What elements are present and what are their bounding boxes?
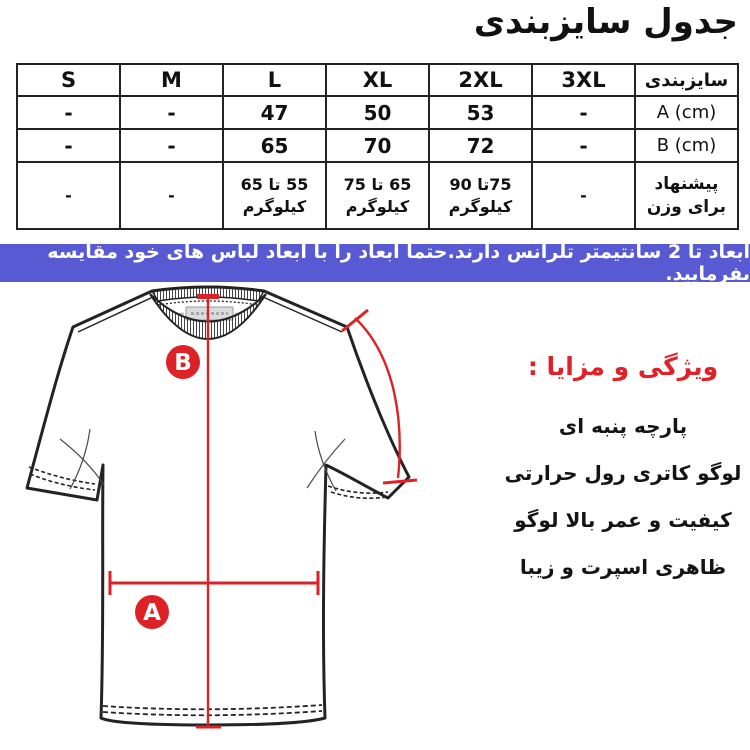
size-cell: 72: [429, 129, 532, 162]
measure-label-cell: پیشنهاد برای وزن: [635, 162, 738, 229]
marker-b-letter: B: [174, 350, 192, 376]
size-column-header: L: [223, 64, 326, 96]
size-cell: -: [532, 96, 635, 129]
size-table: [16, 63, 739, 230]
feature-item: پارچه پنبه ای: [558, 414, 688, 438]
table-row-weight: [17, 162, 738, 229]
measure-label-cell: A (cm): [635, 96, 738, 129]
size-cell: -: [532, 129, 635, 162]
size-cell: -: [120, 96, 223, 129]
tshirt-diagram: [0, 281, 510, 750]
table-row-a: [17, 96, 738, 129]
size-cell: 55 تا 65 کیلوگرم: [223, 162, 326, 229]
features-heading: ویژگی و مزایا :: [527, 352, 719, 381]
measure-label-cell: B (cm): [635, 129, 738, 162]
feature-item: کیفیت و عمر بالا لوگو: [514, 508, 732, 532]
size-cell: 65 تا 75 کیلوگرم: [326, 162, 429, 229]
marker-b: [166, 345, 200, 379]
size-column-header: M: [120, 64, 223, 96]
tshirt-outline: [27, 287, 409, 725]
size-cell: 50: [326, 96, 429, 129]
page-title: جدول سایزبندی: [473, 2, 738, 42]
size-column-header: 3XL: [532, 64, 635, 96]
size-cell: -: [17, 96, 120, 129]
sizing-label-header: سایزبندی: [635, 64, 738, 96]
marker-a: [135, 595, 169, 629]
size-cell: -: [17, 129, 120, 162]
feature-item: ظاهری اسپرت و زیبا: [519, 555, 727, 579]
size-cell: 53: [429, 96, 532, 129]
feature-item: لوگو کاتری رول حرارتی: [504, 461, 742, 485]
size-cell: 65: [223, 129, 326, 162]
table-row-b: [17, 129, 738, 162]
size-cell: -: [120, 129, 223, 162]
size-cell: 75تا 90 کیلوگرم: [429, 162, 532, 229]
size-column-header: 2XL: [429, 64, 532, 96]
size-column-header: S: [17, 64, 120, 96]
size-cell: -: [120, 162, 223, 229]
size-cell: -: [532, 162, 635, 229]
size-cell: 47: [223, 96, 326, 129]
size-cell: -: [17, 162, 120, 229]
size-column-header: XL: [326, 64, 429, 96]
marker-a-letter: A: [143, 600, 161, 626]
tolerance-notice-banner: ابعاد تا 2 سانتیمتر تلرانس دارند.حتما ابعاد را با ابعاد لباس های خود مقایسه بفرمایید.: [0, 244, 750, 282]
features-panel: [498, 352, 748, 602]
size-cell: 70: [326, 129, 429, 162]
size-table-header-row: [17, 64, 738, 96]
